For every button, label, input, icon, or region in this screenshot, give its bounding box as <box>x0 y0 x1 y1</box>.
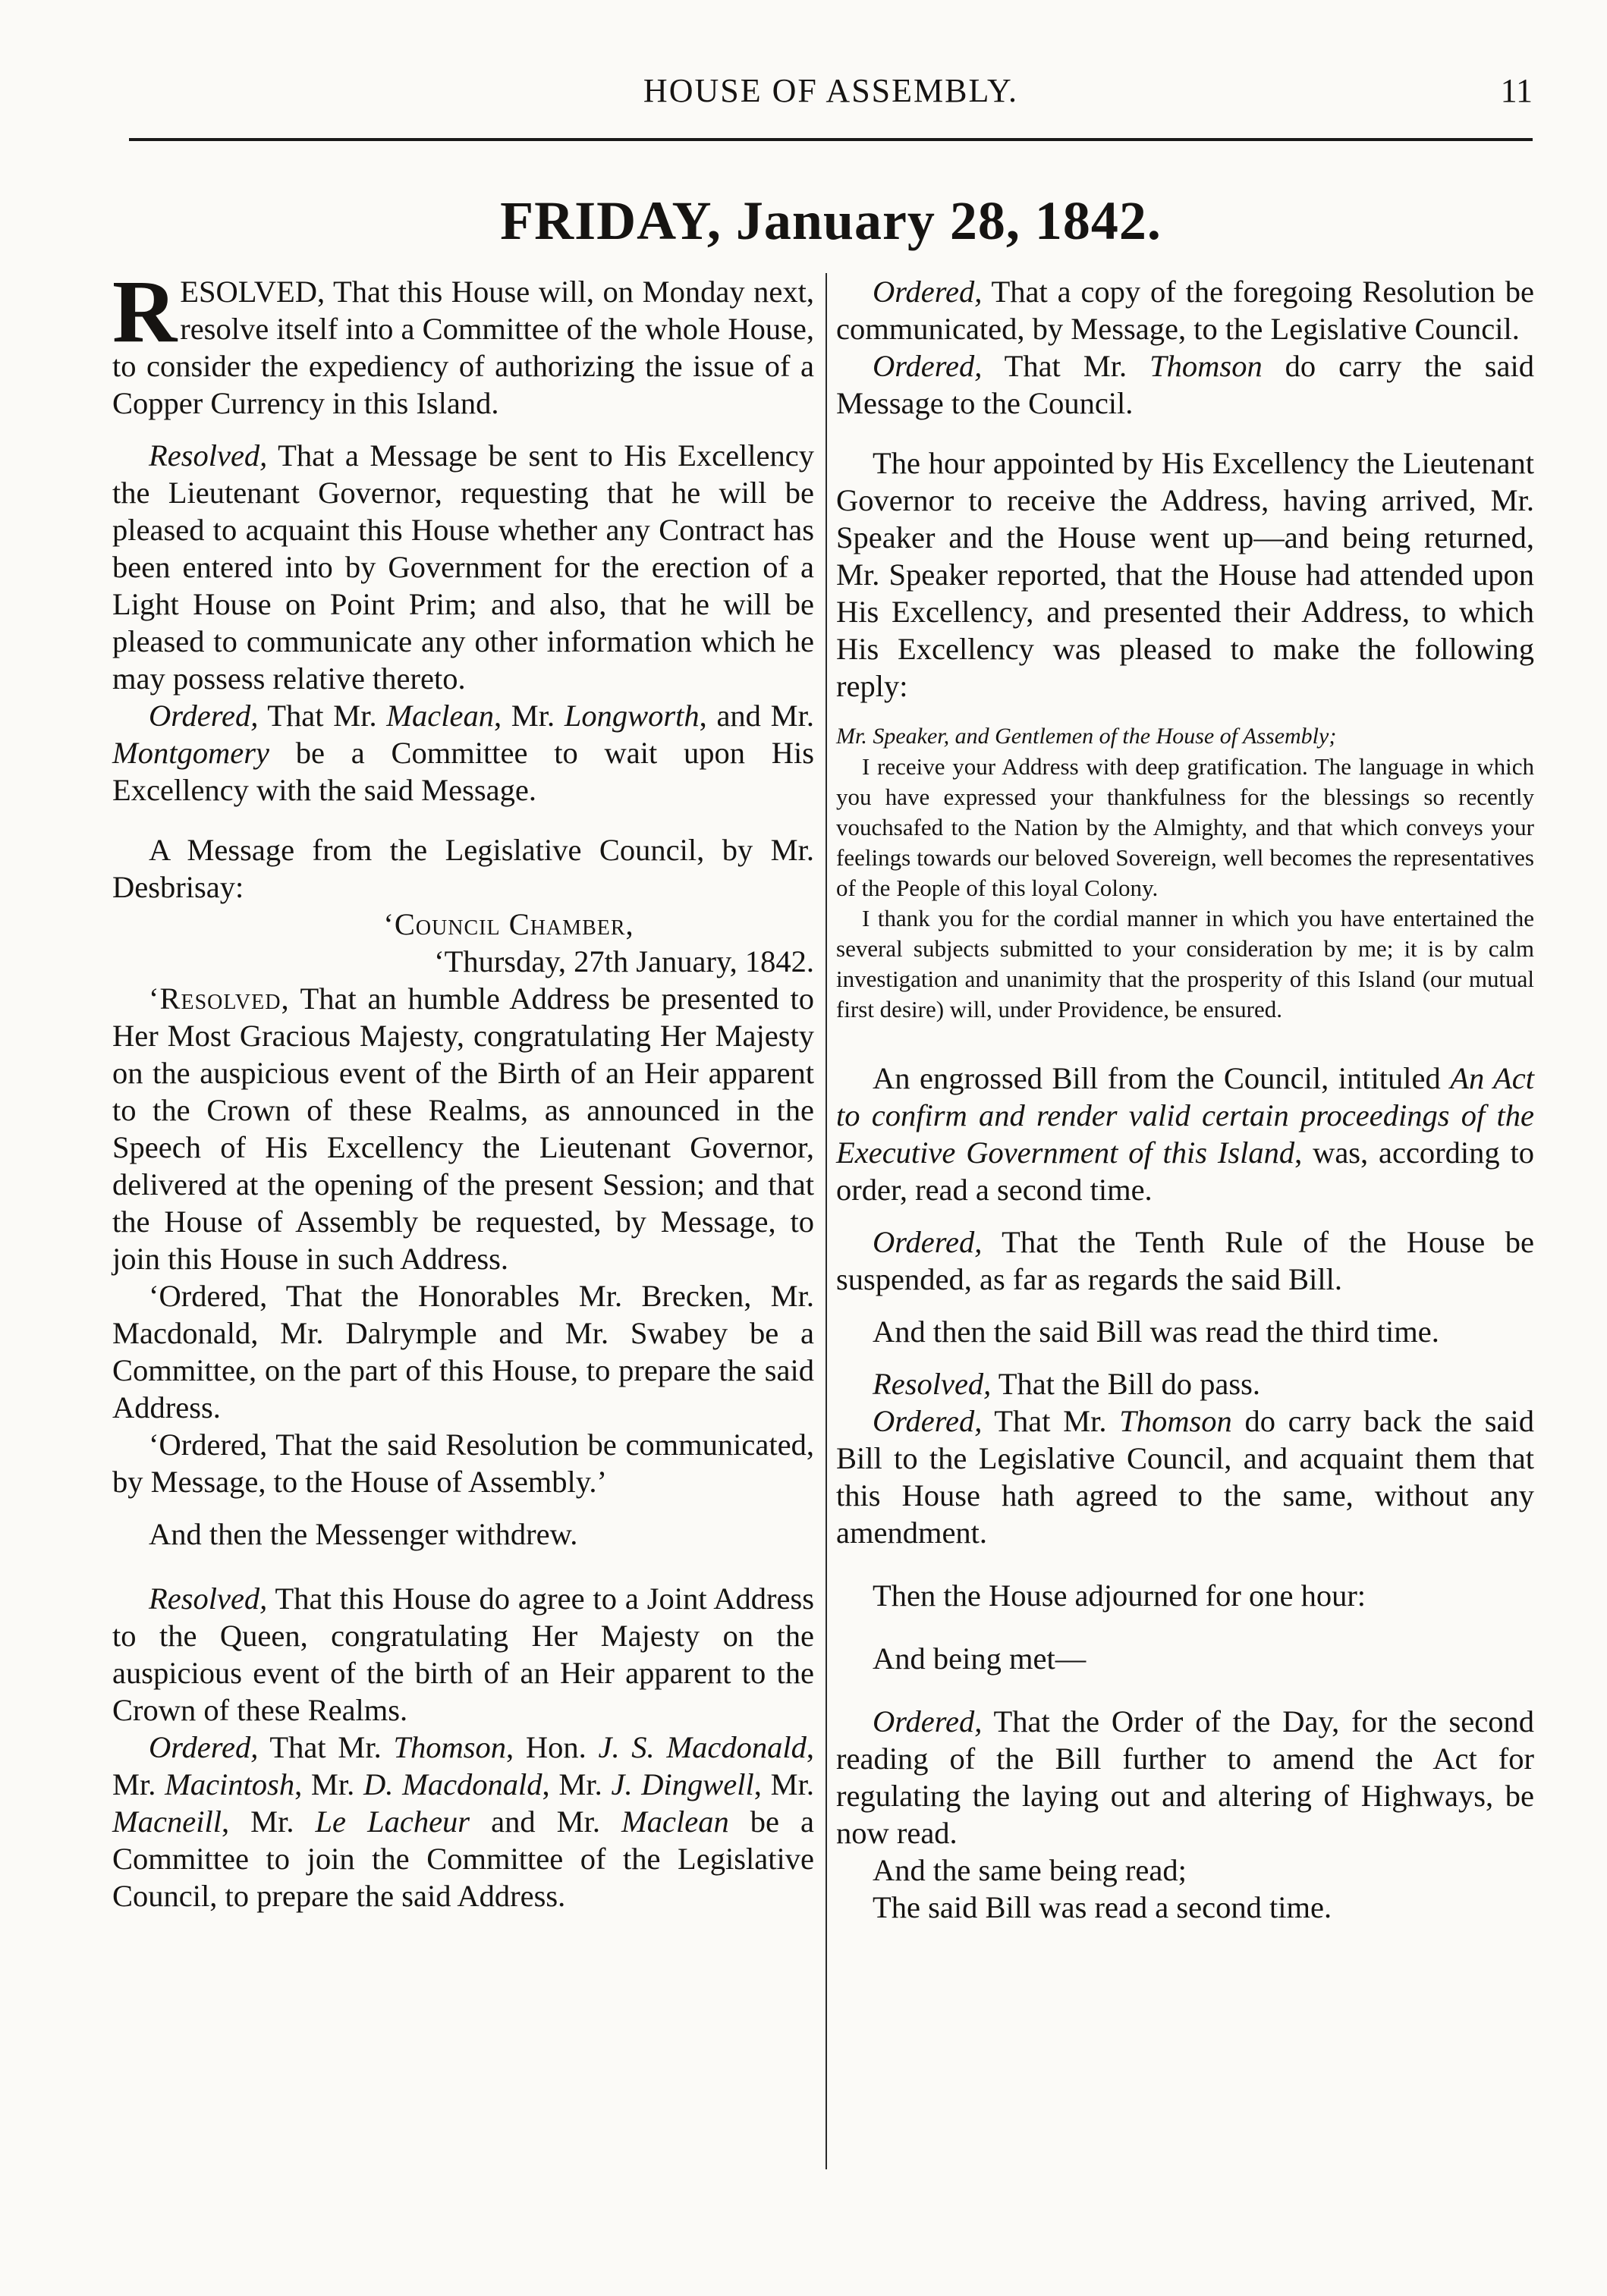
reply-salutation: Mr. Speaker, and Gentlemen of the House of Assembly; <box>836 724 1337 749</box>
order-joint-committee: Ordered, That Mr. Thomson, Hon. J. S. Macdonald, Mr. Macintosh, Mr. D. Macdonald, Mr. J. Dingwell, Mr. Macneill, Mr. Le Lacheur and Mr. Maclean be a Committee to join the Committee of the Legislative Council, to prepare the said Address. <box>112 1730 815 1913</box>
same-being-read: And the same being read; <box>873 1853 1187 1887</box>
council-chamber: ‘Council Chamber, <box>383 907 634 941</box>
house-adjourned: Then the House adjourned for one hour: <box>873 1578 1366 1613</box>
resolution-joint-address: Resolved, That this House do agree to a Joint Address to the Queen, congratulating Her Majesty on the auspicious event of the birth of an Heir apparent to the Crown of these Realms. <box>112 1581 814 1727</box>
right-column <box>836 273 1534 1926</box>
order-carry-message: Ordered, That Mr. Thomson do carry the said Message to the Council. <box>836 349 1534 420</box>
third-reading: And then the said Bill was read the third time. <box>873 1314 1439 1349</box>
governor-reply <box>836 721 1534 1025</box>
council-date: ‘Thursday, 27th January, 1842. <box>434 944 814 978</box>
order-of-the-day: Ordered, That the Order of the Day, for the second reading of the Bill further to amend the Act for regulating the laying out and altering of Highways, be now read. <box>836 1704 1534 1850</box>
second-reading: The said Bill was read a second time. <box>873 1890 1332 1924</box>
resolution-bill-pass: Resolved, That the Bill do pass. <box>873 1367 1261 1401</box>
order-tenth-rule: Ordered, That the Tenth Rule of the House be suspended, as far as regards the said Bill. <box>836 1225 1534 1296</box>
being-met: And being met— <box>873 1641 1087 1676</box>
order-carry-bill: Ordered, That Mr. Thomson do carry back the said Bill to the Legislative Council, and acquaint them that this House hath agreed to the same, without any amendment. <box>836 1404 1534 1550</box>
left-column <box>112 262 815 1914</box>
running-head <box>129 65 1533 118</box>
address-presented: The hour appointed by His Excellency the Lieutenant Governor to receive the Address, having arrived, Mr. Speaker and the House went up—and being returned, Mr. Speaker reported, that the House had attended upon His Excellency, and presented their Address, to which His Excellency was pleased to make the following reply: <box>836 446 1534 703</box>
council-resolution: ‘Resolved, That an humble Address be presented to Her Most Gracious Majesty, congratulating Her Majesty on the auspicious event of the Birth of an Heir apparent to the Crown of these Realms, as announced in the Speech of His Excellency the Lieutenant Governor, delivered at the opening of the present Session; and that the House of Assembly be requested, by Message, to join this House in such Address. <box>112 982 814 1276</box>
reply-paragraph-2: I thank you for the cordial manner in which you have entertained the several subjects submitted to your consideration by me; it is by calm investigation and unanimity that the prosperity of this Island (our mutual first desire) will, under Providence, be ensured. <box>836 905 1534 1022</box>
messenger-withdrew: And then the Messenger withdrew. <box>149 1517 578 1551</box>
column-divider <box>826 273 827 2169</box>
order-committee-wait: Ordered, That Mr. Maclean, Mr. Longworth, and Mr. Montgomery be a Committee to wait upon His Excellency with the said Message. <box>112 699 815 807</box>
council-order-committee: ‘Ordered, That the Honorables Mr. Brecken, Mr. Macdonald, Mr. Dalrymple and Mr. Swabey be a Committee, on the part of this House, to prepare the said Address. <box>112 1279 814 1424</box>
resolution-copper-currency: RESOLVED, That this House will, on Monday next, resolve itself into a Committee of the whole House, to consider the expediency of authorizing the issue of a Copper Currency in this Island. <box>112 262 814 420</box>
reply-paragraph-1: I receive your Address with deep gratification. The language in which you have expressed your thankfulness for the blessings so recently vouchsafed to the Nation by the Almighty, and that which conveys your feelings towards our beloved Sovereign, well becomes the representatives of the People of this loyal Colony. <box>836 753 1534 901</box>
resolution-light-house: Resolved, That a Message be sent to His Excellency the Lieutenant Governor, requesting that he will be pleased to acquaint this House whether any Contract has been entered into by Government for the erection of a Light House on Point Prim; and also, that he will be pleased to communicate any other information which he may possess relative thereto. <box>112 438 814 696</box>
running-head-title: HOUSE OF ASSEMBLY. <box>643 72 1019 109</box>
date-heading: FRIDAY, January 28, 1842. <box>500 190 1162 251</box>
page-number: 11 <box>1500 72 1533 109</box>
header-rule <box>129 138 1533 141</box>
council-message-intro: A Message from the Legislative Council, by Mr. Desbrisay: <box>112 833 814 904</box>
order-copy-resolution: Ordered, That a copy of the foregoing Resolution be communicated, by Message, to the Legislative Council. <box>836 275 1534 346</box>
council-order-message: ‘Ordered, That the said Resolution be communicated, by Message, to the House of Assembly.’ <box>112 1428 814 1499</box>
engrossed-bill: An engrossed Bill from the Council, intituled An Act to confirm and render valid certain proceedings of the Executive Government of this Island, was, according to order, read a second time. <box>836 1061 1534 1207</box>
